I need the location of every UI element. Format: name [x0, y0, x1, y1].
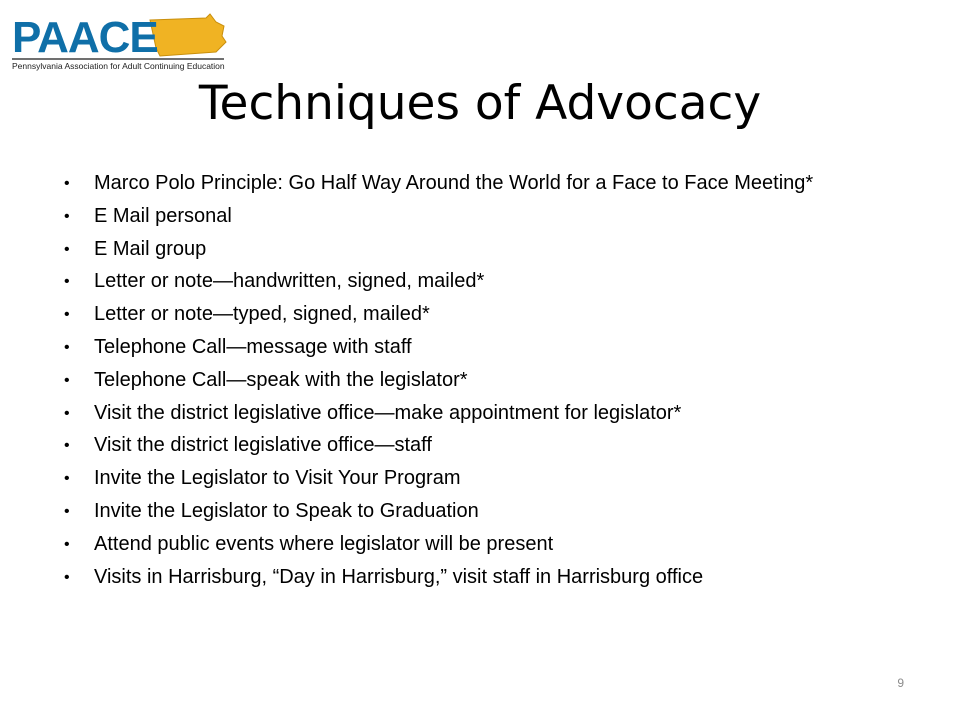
bullet-icon: • — [64, 470, 70, 488]
bullet-text: Letter or note—handwritten, signed, mailed* — [94, 270, 485, 293]
paace-logo — [10, 8, 230, 74]
bullet-text: Letter or note—typed, signed, mailed* — [94, 303, 430, 326]
slide-title: Techniques of Advocacy — [198, 76, 762, 131]
bullet-item — [64, 336, 894, 359]
bullet-icon: • — [64, 306, 70, 324]
bullet-icon: • — [64, 175, 70, 192]
bullet-text: Invite the Legislator to Speak to Graduation — [94, 499, 479, 522]
logo-tagline: Pennsylvania Association for Adult Continuing Education — [12, 61, 225, 71]
bullet-item — [64, 533, 894, 556]
bullet-icon: • — [64, 502, 70, 520]
bullet-item — [64, 500, 894, 523]
bullet-icon: • — [64, 371, 70, 389]
bullet-icon: • — [64, 338, 70, 356]
bullet-item — [64, 566, 894, 589]
bullet-icon: • — [64, 207, 70, 225]
pennsylvania-state-icon — [150, 14, 226, 56]
bullet-icon: • — [64, 404, 70, 422]
logo-wordmark: PAACE — [12, 13, 158, 62]
bullet-item — [64, 205, 894, 228]
bullet-list — [64, 172, 894, 598]
bullet-text: Visits in Harrisburg, “Day in Harrisburg,” visit staff in Harrisburg office — [94, 565, 704, 588]
bullet-item — [64, 270, 894, 293]
bullet-icon: • — [64, 437, 70, 455]
bullet-icon: • — [64, 568, 70, 586]
bullet-item — [64, 434, 894, 457]
bullet-item — [64, 303, 894, 326]
bullet-item — [64, 238, 894, 261]
bullet-text: Invite the Legislator to Visit Your Program — [94, 467, 461, 490]
bullet-item — [64, 369, 894, 392]
bullet-text: Telephone Call—message with staff — [94, 335, 412, 358]
bullet-item — [64, 467, 894, 490]
bullet-text: Telephone Call—speak with the legislator* — [94, 368, 468, 391]
page-number: 9 — [897, 676, 904, 690]
bullet-icon: • — [64, 240, 70, 258]
bullet-text: E Mail group — [94, 237, 207, 260]
bullet-item — [64, 402, 894, 425]
bullet-text: E Mail personal — [94, 204, 232, 227]
paace-logo-graphic — [10, 8, 230, 74]
bullet-text: Visit the district legislative office—staff — [94, 434, 432, 457]
bullet-text: Marco Polo Principle: Go Half Way Around the World for a Face to Face Meeting* — [94, 172, 814, 194]
bullet-icon: • — [64, 273, 70, 291]
bullet-text: Visit the district legislative office—make appointment for legislator* — [94, 401, 682, 424]
bullet-item — [64, 172, 894, 195]
bullet-text: Attend public events where legislator will be present — [94, 532, 554, 555]
bullet-icon: • — [64, 535, 70, 553]
